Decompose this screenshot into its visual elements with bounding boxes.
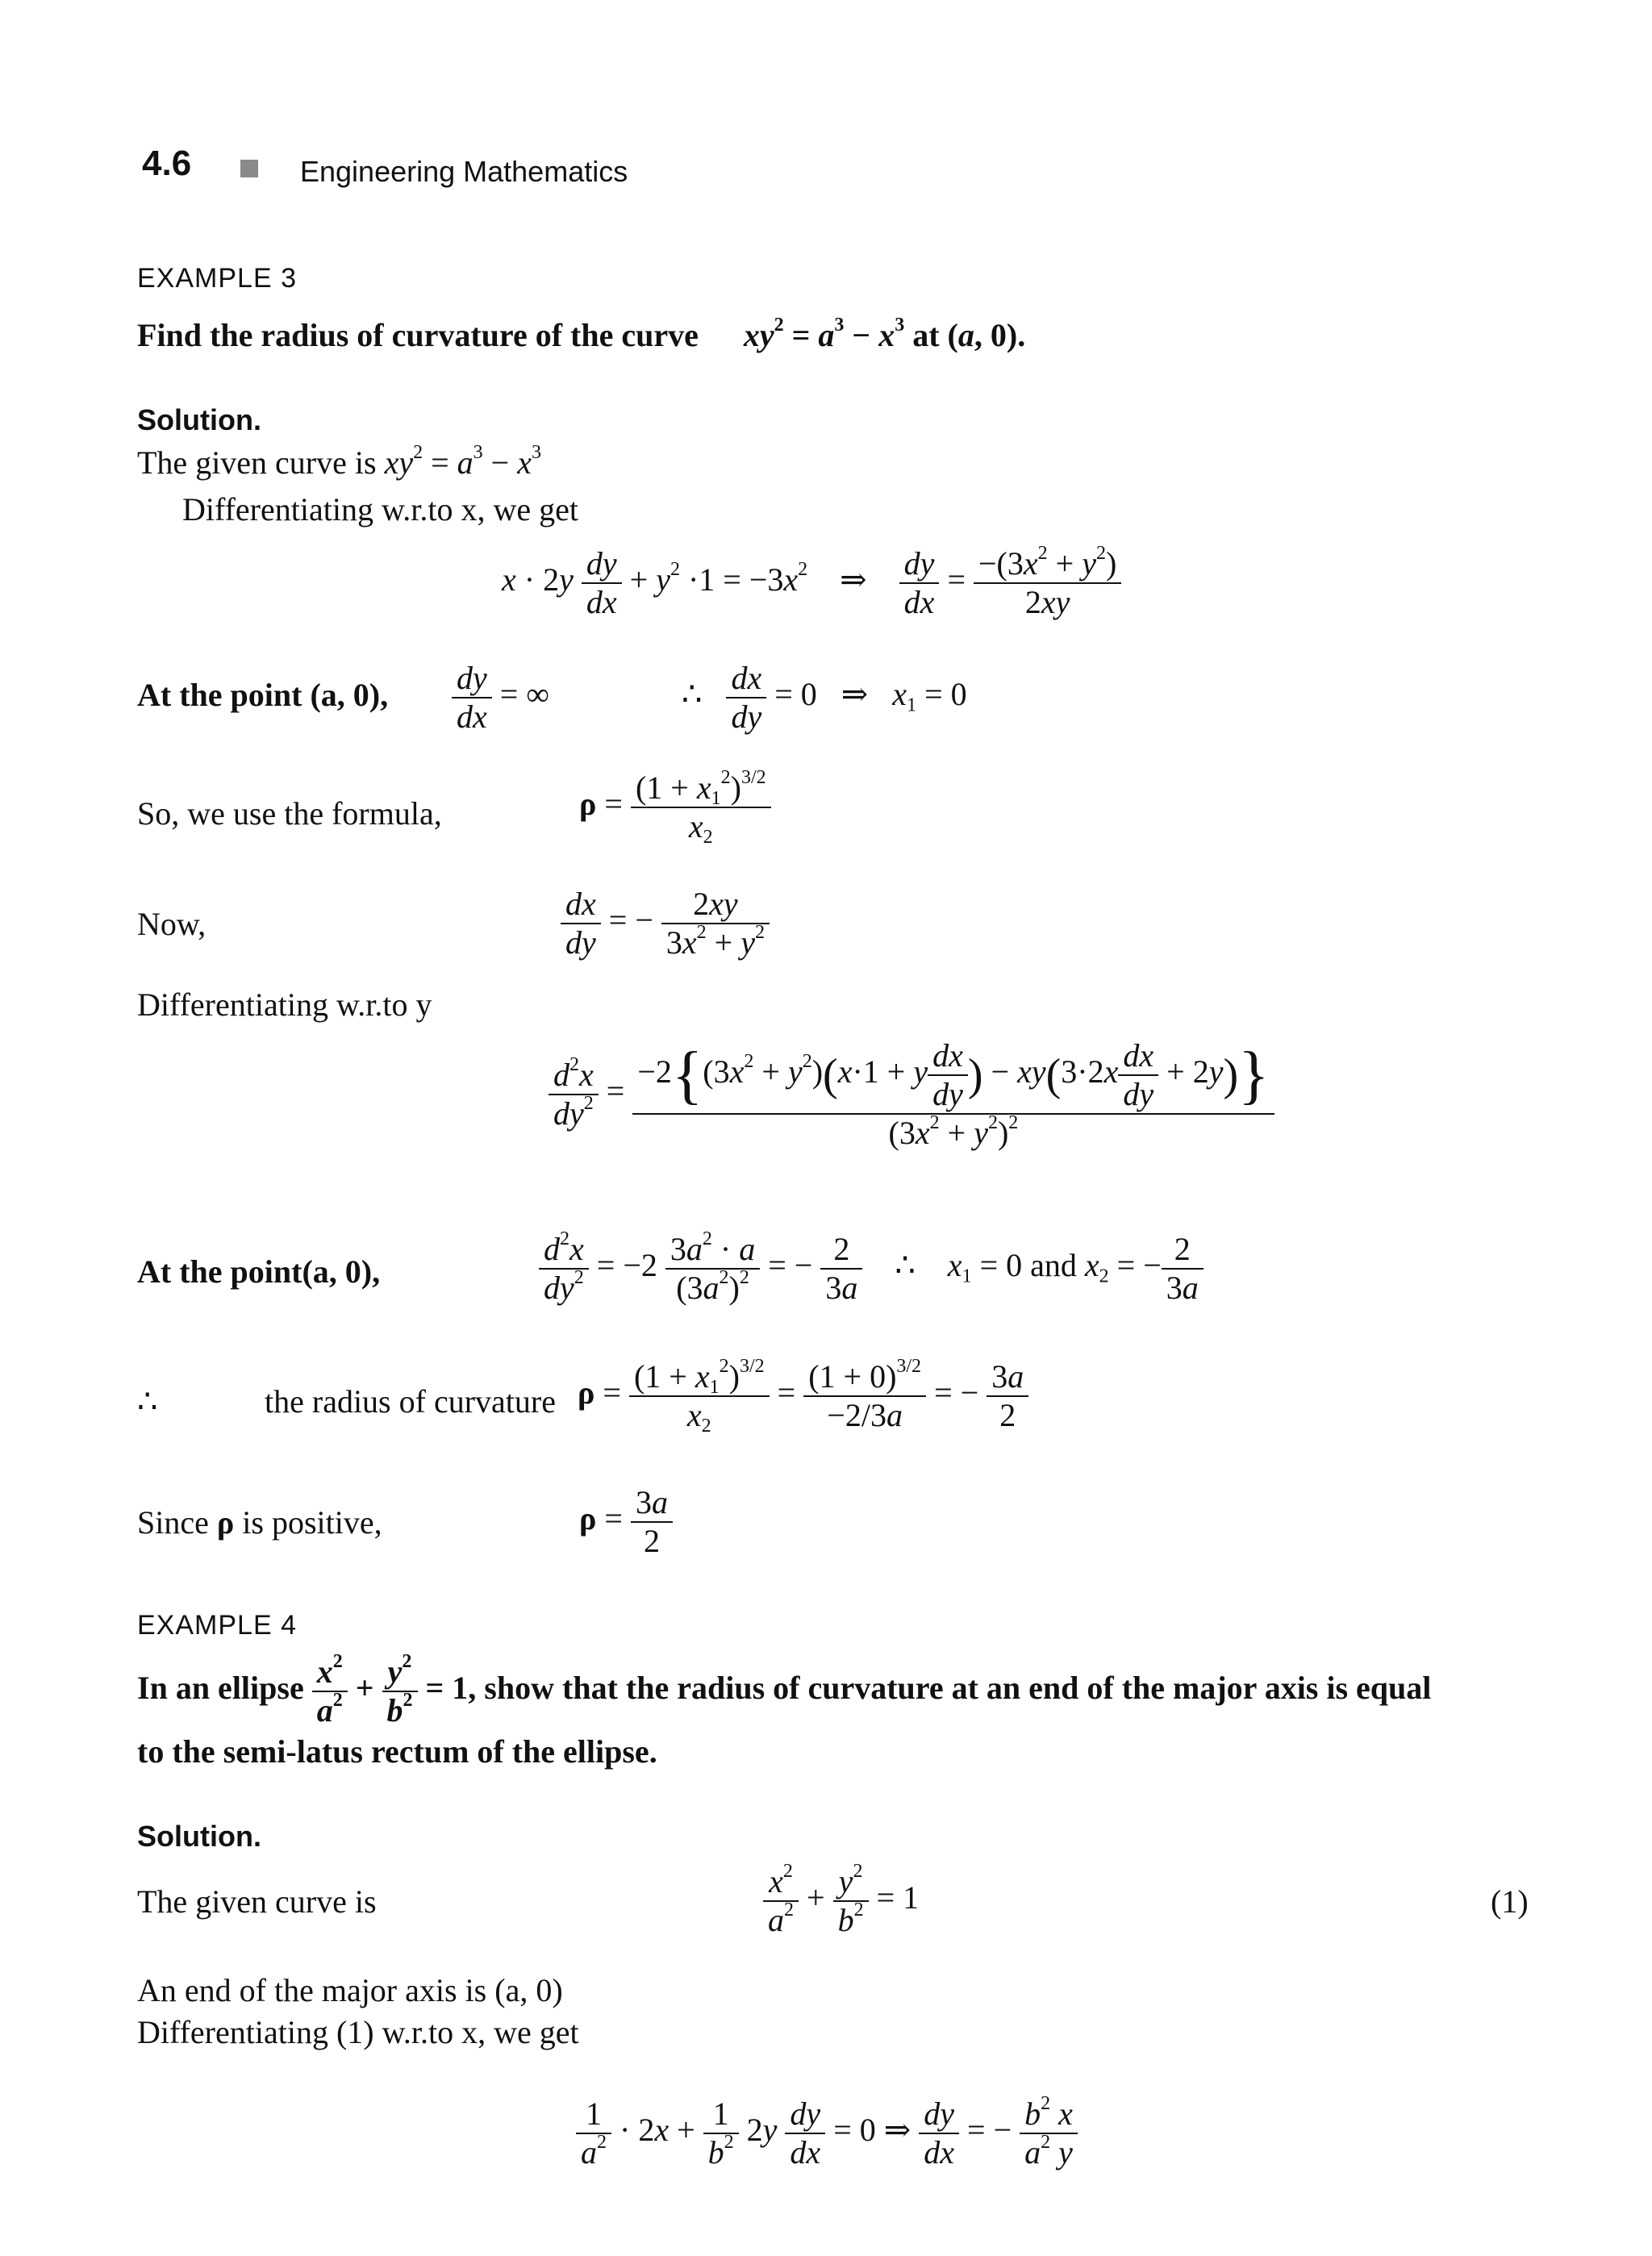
at-point-2-label: At the point(a, 0), — [137, 1253, 381, 1290]
dy-dx-infinity: $\frac{dy}{dx}$ = ∞ — [452, 660, 549, 736]
book-title: Engineering Mathematics — [300, 155, 628, 188]
rho-formula: ρ = $\frac{(1 + x_1^2)^{3/2}}{x_2}$ — [579, 769, 771, 845]
ellipse-equation: $\frac{x^2}{a^2}$ + $\frac{y^2}{b^2}$ = 1 — [763, 1863, 919, 1939]
given-curve-line — [137, 441, 541, 482]
dx-dy-equation: $\frac{dx}{dy}$ = − $\frac{2xy}{3x^2 + y^2}$ — [561, 886, 770, 961]
at-point-label: At the point (a, 0), — [137, 677, 389, 713]
now-label: Now, — [137, 906, 206, 942]
example-3-problem-text: Find the radius of curvature of the curve — [137, 317, 699, 353]
given-curve-4-label: The given curve is — [137, 1883, 377, 1920]
derivative-equation: x · 2y $\frac{dy}{dx}$ + $y^2 \cdot 1 = -3x^2$ ⇒ $\frac{dy}{dx}$ = $\frac{-(3x^2 + y^2)}{2xy}$ — [502, 545, 1121, 621]
dy-dx-fraction: $\frac{dy}{dx}$ — [582, 545, 622, 621]
example-3-equation: $xy^2 = a^3 - x^3$ — [743, 314, 905, 353]
differentiating-y-label: Differentiating w.r.to y — [137, 986, 432, 1023]
rho-positive-label: Since ρ is positive, — [137, 1504, 382, 1541]
ellipse-derivative-equation: $\frac{1}{a^2}$ · 2x + $\frac{1}{b^2}$ 2y $\frac{dy}{dx}$ = 0 ⇒ $\frac{dy}{dx}$ = − $\frac{b^2 x}{a^2 y}$ — [576, 2095, 1078, 2171]
given-curve-equation: $xy^2 = a^3 - x^3$ — [384, 441, 541, 481]
example-3-point: (a, 0) — [947, 317, 1018, 353]
rho-final-value: ρ = $\frac{3a}{2}$ — [579, 1484, 673, 1560]
example-4-problem: In an ellipse $\frac{x^2}{a^2}$ + $\frac{y^2}{b^2}$ = 1, show that the radius of curvature at an end of the major axis is equal — [137, 1650, 1432, 1728]
page-number: 4.6 — [142, 144, 192, 183]
and-word: and — [1030, 1247, 1077, 1284]
dy-dx-result-fraction: $\frac{-(3x^2 + y^2)}{2xy}$ — [974, 545, 1121, 621]
radius-of-curvature-equation: ρ = $\frac{(1 + x_1^2)^{3/2}}{x_2}$ = $\frac{(1 + 0)^{3/2}}{-2/3a}$ = − $\frac{3a}{2}$ — [578, 1358, 1028, 1434]
major-axis-label: An end of the major axis is (a, 0) — [137, 1972, 563, 2008]
given-curve-label: The given curve is — [137, 444, 377, 481]
example-3-heading: EXAMPLE 3 — [137, 263, 297, 294]
example-3-problem: Find the radius of curvature of the curve $xy^2 = a^3 - x^3$ at (a, 0). — [137, 314, 1026, 353]
radius-of-curvature-label: the radius of curvature — [265, 1383, 556, 1420]
solution-3-heading: Solution. — [137, 403, 261, 436]
dy-dx-fraction-2: $\frac{dy}{dx}$ — [899, 545, 940, 621]
example-4-problem-pre: In an ellipse — [137, 1670, 304, 1707]
therefore-symbol: ∴ — [137, 1383, 158, 1420]
second-derivative-value: $\frac{d^2x}{dy^2}$ = −2 $\frac{3a^2 \cdot a}{(3a^2)^2}$ = − $\frac{2}{3a}$ ∴ $x_1 = 0$ and $x_2$ = − $\frac{2}{3a}$ — [539, 1231, 1204, 1307]
square-bullet-icon — [240, 160, 258, 177]
second-derivative-equation: $\frac{d^2x}{dy^2}$ = $-2\{(3x^2 + y^2)(x\cdot 1 + y$ $\frac{dx}{dy}$ ) − xy(3·2x $\frac{dx}{dy}$ + 2y)} $(3x^2 + y^2)^2$ — [549, 1037, 1274, 1152]
example-3-at-word: at — [912, 317, 940, 353]
formula-label: So, we use the formula, — [137, 795, 442, 832]
solution-4-heading: Solution. — [137, 1820, 261, 1853]
dx-dy-zero: ∴ $\frac{dx}{dy}$ = 0 ⇒ $x_1 = 0$ — [682, 660, 967, 735]
example-4-problem-post: = 1, show that the radius of curvature at an end of the major axis is equal — [425, 1670, 1432, 1707]
example-4-problem-line2: to the semi-latus rectum of the ellipse. — [137, 1733, 657, 1770]
equation-number: (1) — [1491, 1883, 1529, 1920]
differentiating-x-label: Differentiating w.r.to x, we get — [182, 491, 578, 528]
differentiating-1-label: Differentiating (1) w.r.to x, we get — [137, 2014, 579, 2050]
example-4-heading: EXAMPLE 4 — [137, 1610, 297, 1641]
second-derivative-fraction: $-2\{(3x^2 + y^2)(x\cdot 1 + y$ $\frac{dx}{dy}$ ) − xy(3·2x $\frac{dx}{dy}$ + 2y)} $(3x^2 + y^2)^2$ — [632, 1037, 1274, 1152]
